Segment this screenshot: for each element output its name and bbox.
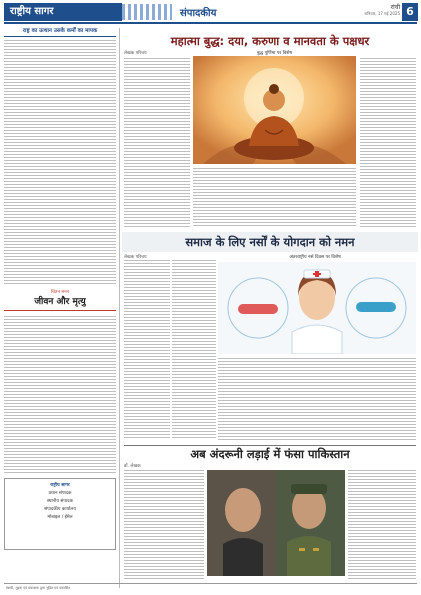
imprint-box xyxy=(4,478,116,550)
story2-headline: समाज के लिए नर्सों के योगदान को नमन xyxy=(185,235,355,249)
chintan-text xyxy=(4,316,116,474)
footer-text: स्वामी, मुद्रक एवं प्रकाशक द्वारा मुद्रित एवं प्रकाशित xyxy=(6,586,71,590)
photo-icon xyxy=(207,470,345,576)
story1-text-col2 xyxy=(360,58,416,228)
column-divider xyxy=(119,28,120,588)
imprint-line: स्थानीय संपादक xyxy=(46,499,73,504)
imprint-line: प्रधान संपादक xyxy=(48,491,72,496)
imprint-line: मोबाइल / ईमेल xyxy=(47,515,73,520)
brand-name: राष्ट्रीय सागर xyxy=(10,6,54,17)
story2-byline: लेखक परिचय xyxy=(124,255,147,260)
pakistan-leaders-photo xyxy=(207,470,345,576)
imprint-line: राष्ट्रीय सागर xyxy=(50,483,70,488)
story3-headline: अब अंदरूनी लड़ाई में फंसा पाकिस्तान xyxy=(190,447,350,461)
brand-banner xyxy=(4,3,122,21)
section-title: संपादकीय xyxy=(180,8,217,19)
story2-text-col2 xyxy=(172,260,216,440)
edition-info xyxy=(305,4,400,20)
editorial-column xyxy=(4,28,116,37)
nurse-illustration xyxy=(218,262,416,354)
page-footer xyxy=(4,583,417,592)
masthead-pattern xyxy=(122,4,172,20)
story2-text-col1 xyxy=(124,260,170,440)
story1-byline: लेखक परिचय xyxy=(124,51,147,56)
chintan-rule xyxy=(4,310,116,311)
story1-headline: महात्मा बुद्ध: दया, करुणा व मानवता के पक्षधर xyxy=(170,34,370,48)
editorial-heading: राष्ट्र का उत्थान उसके कर्मों का मापक xyxy=(4,28,116,37)
story1-text-under xyxy=(193,168,356,228)
story1-text-col1 xyxy=(124,58,190,228)
story2-text-under xyxy=(218,358,416,440)
buddha-illustration xyxy=(193,56,356,164)
buddha-icon xyxy=(193,56,356,164)
chintan-title: जीवन और मृत्यु xyxy=(34,297,86,307)
story3-text-col1 xyxy=(124,470,204,580)
chintan-label: चिंतन मनन xyxy=(50,290,70,295)
edition-date: शनिवार, 17 मई 2025 xyxy=(364,11,400,16)
masthead-rule xyxy=(4,22,417,24)
story1-caption: बुद्ध पूर्णिमा पर विशेष xyxy=(256,51,292,56)
story3-rule xyxy=(124,445,416,446)
masthead xyxy=(0,0,421,24)
imprint-line: संपादकीय कार्यालय xyxy=(44,507,76,512)
story3-text-col2 xyxy=(348,470,416,580)
page-number: 6 xyxy=(402,3,418,21)
story3-byline: डॉ. लेखक xyxy=(124,464,141,469)
nurse-icon xyxy=(218,262,416,354)
editorial-text xyxy=(4,40,116,284)
edition-city: रांची xyxy=(390,4,400,11)
story2-caption: अंतरराष्ट्रीय नर्स दिवस पर विशेष xyxy=(289,255,341,260)
chintan-section xyxy=(4,290,116,311)
